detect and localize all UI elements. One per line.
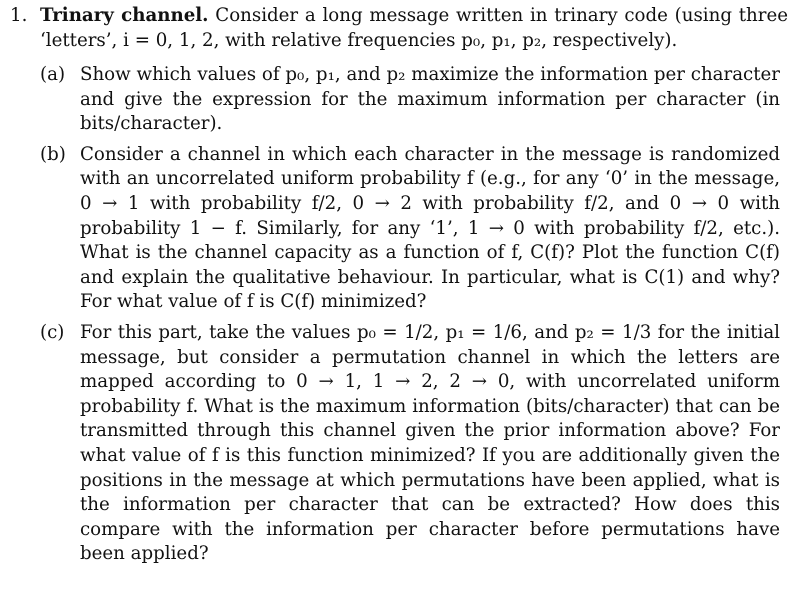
part-a — [40, 63, 780, 137]
part-b-label: (b) — [40, 143, 66, 165]
problem-number: 1. — [10, 5, 28, 26]
part-a-label: (a) — [40, 64, 66, 85]
part-c-text: For this part, take the values p₀ = 1/2, p₁ = 1/6, and p₂ = 1/3 for the initial message, but consider a permutation channel in which the letters are mapped according to 0 → 1, 1 → 2, 2 → 0, with uncorrelated uniform probability f. What is the maximum information (bits/character) that can be transmitted through this channel given the prior information above? For what value of f is this function minimized? If you are additionally given the positions in the message at which permutations have been applied, what is the information per character that can be extracted? How does this compare with the information per character before permutations have been applied? — [80, 321, 780, 565]
part-b — [40, 143, 780, 315]
problem-intro-block — [40, 4, 788, 53]
part-c-label: (c) — [40, 321, 65, 343]
part-c — [40, 321, 780, 567]
problem-header — [10, 4, 788, 53]
part-b-text: Consider a channel in which each character in the message is randomized with an uncorrelated uniform probability f (e.g., for any ‘0’ in the message, 0 → 1 with probability f/2, 0 → 2 with probability f/2, and 0 → 0 with probability 1 − f. Similarly, for any ‘1’, 1 → 0 with probability f/2, etc.). What is the channel capacity as a function of f, C(f)? Plot the function C(f) and explain the qualitative behaviour. In particular, what is C(1) and why? For what value of f is C(f) minimized? — [80, 143, 780, 313]
problem-parts — [10, 63, 780, 567]
problem-intro: Consider a long message written in trinary code (using three ‘letters’, i = 0, 1, 2, with relative frequencies p₀, p₁, p₂, respectively). — [40, 5, 788, 51]
problem-1 — [10, 4, 788, 573]
problem-title: Trinary channel. — [40, 5, 209, 26]
part-a-text: Show which values of p₀, p₁, and p₂ maximize the information per character and give the expression for the maximum information per character (in bits/character). — [80, 64, 780, 135]
